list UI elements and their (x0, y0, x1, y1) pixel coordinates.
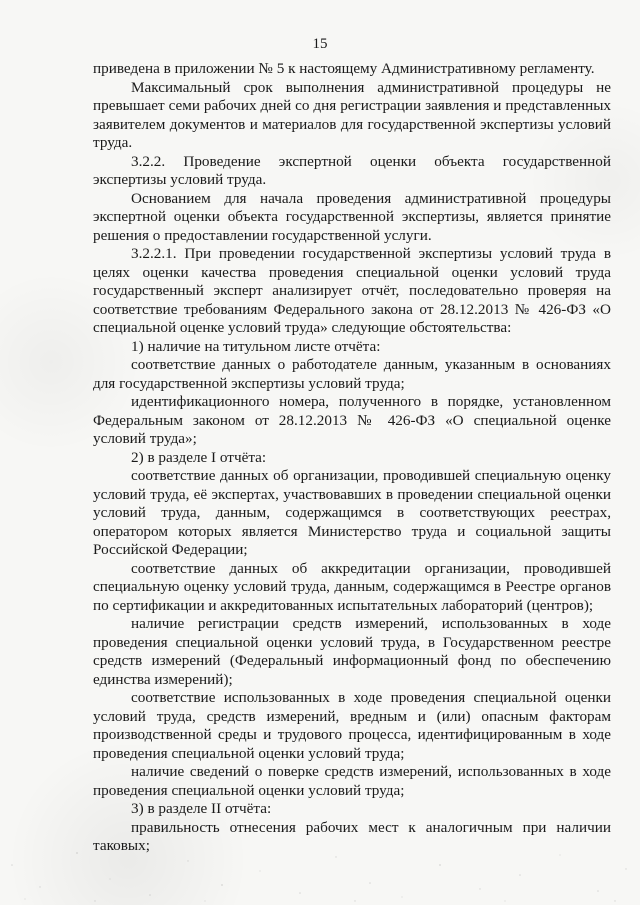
paragraph-2: Максимальный срок выполнения административной процедуры не превышает семи рабочих дней со дня регистрации заявления и представленных заявителем документов и материалов для государственной экспертизы условий труда. (93, 78, 611, 151)
paragraph-13: соответствие использованных в ходе проведения специальной оценки условий труда, средств измерений, вредным и (или) опасным факторам производственной среды и трудового процесса, идентифицированным в ходе проведения специальной оценки условий труда; (93, 689, 611, 762)
paragraph-11: соответствие данных об аккредитации организации, проводившей специальную оценку условий труда, данным, содержащимся в Реестре органов по сертификации и аккредитованных испытательных лабораторий (центров); (93, 559, 611, 614)
paragraph-7: соответствие данных о работодателе данным, указанным в основаниях для государственной экспертизы условий труда; (93, 356, 611, 392)
paragraph-4: Основанием для начала проведения административной процедуры экспертной оценки объекта государственной экспертизы, является принятие решения о предоставлении государственной услуги. (93, 189, 611, 244)
paragraph-5: 3.2.2.1. При проведении государственной экспертизы условий труда в целях оценки качества проведения специальной оценки условий труда государственный эксперт анализирует отчёт, последовательно проверяя на соответствие требованиям Федерального закона от 28.12.2013 № 426-ФЗ «О специальной оценке условий труда» следующие обстоятельства: (93, 245, 611, 336)
document-body (93, 60, 611, 856)
paragraph-15: 3) в разделе II отчёта: (131, 800, 272, 817)
paragraph-3: 3.2.2. Проведение экспертной оценки объекта государственной экспертизы условий труда. (93, 152, 611, 188)
paragraph-1: приведена в приложении № 5 к настоящему Административному регламенту. (93, 60, 595, 77)
paragraph-14: наличие сведений о поверке средств измерений, использованных в ходе проведения специальной оценки условий труда; (93, 763, 611, 799)
paragraph-12: наличие регистрации средств измерений, использованных в ходе проведения специальной оценки условий труда, в Государственном реестре средств измерений (Федеральный информационный фонд по обеспечению единства измерений); (93, 615, 611, 688)
paragraph-8: идентификационного номера, полученного в порядке, установленном Федеральным законом от 28.12.2013 № 426-ФЗ «О специальной оценке условий труда»; (93, 393, 611, 447)
paragraph-9: 2) в разделе I отчёта: (131, 448, 267, 466)
paragraph-6: 1) наличие на титульном листе отчёта: (131, 337, 381, 355)
page-number: 15 (312, 36, 328, 52)
paragraph-10: соответствие данных об организации, проводившей специальную оценку условий труда, её экспертах, участвовавших в проведении специальной оценки условий труда, данным, содержащимся в соответствующих реестрах, оператором которых является Министерство труда и социальной защиты Российской Федерации; (93, 467, 611, 558)
paragraph-16: правильность отнесения рабочих мест к аналогичным при наличии таковых; (93, 818, 611, 854)
